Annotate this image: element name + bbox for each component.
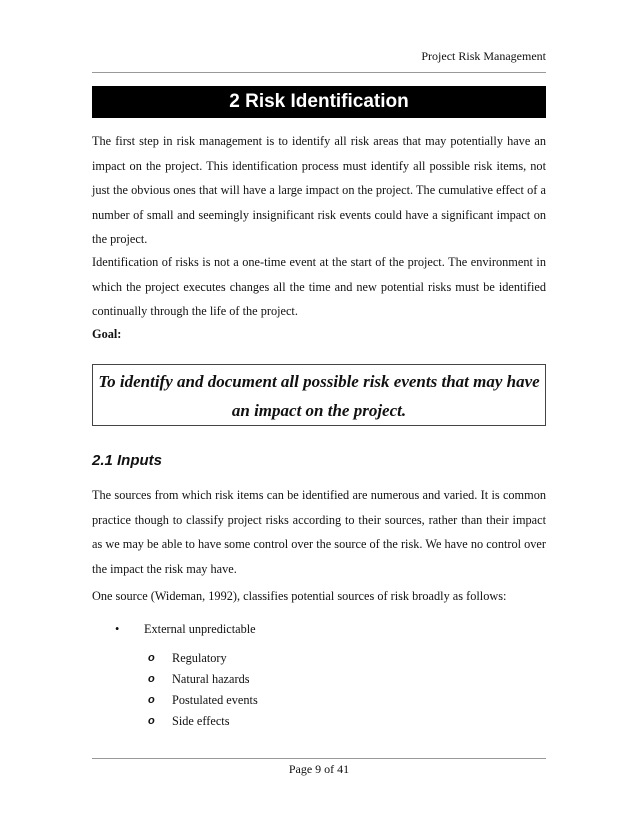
circle-bullet-icon: o bbox=[148, 715, 155, 727]
sub-list-item: o Side effects bbox=[148, 711, 258, 732]
sub-list-item: o Postulated events bbox=[148, 690, 258, 711]
goal-statement-box: To identify and document all possible risk events that may have an impact on the project. bbox=[92, 364, 546, 426]
page-number: Page 9 of 41 bbox=[288, 762, 350, 776]
running-header: Project Risk Management bbox=[421, 49, 546, 63]
intro-paragraph: The first step in risk management is to identify all risk areas that may potentially have an impact on the project. This identification process must identify all possible risk items, not just the obvious ones that will have a large impact on the project. The cumulative effect of a number of small and seemingly insignificant risk events could have a significant impact on the project. bbox=[92, 134, 546, 246]
section-heading-inputs: 2.1 Inputs bbox=[92, 452, 163, 469]
wideman-paragraph: One source (Wideman, 1992), classifies potential sources of risk broadly as follows: bbox=[92, 589, 507, 603]
footer-divider bbox=[92, 758, 546, 759]
bullet-icon: • bbox=[115, 622, 120, 636]
sources-paragraph: The sources from which risk items can be identified are numerous and varied. It is common practice though to classify project risks according to their sources, rather than their impact as we may be able to have some control over the source of the risk. We have no control over the impact the risk may have. bbox=[92, 488, 546, 576]
list-item bbox=[115, 622, 256, 637]
chapter-heading: 2 Risk Identification bbox=[92, 86, 546, 118]
circle-bullet-icon: o bbox=[148, 673, 155, 685]
list-item-label: External unpredictable bbox=[144, 622, 256, 636]
continuity-paragraph: Identification of risks is not a one-time event at the start of the project. The environment in which the project executes changes all the time and new potential risks must be identified continually through the life of the project. bbox=[92, 255, 546, 318]
goal-label: Goal: bbox=[92, 327, 122, 341]
sub-list-item: o Regulatory bbox=[148, 648, 258, 669]
sub-list bbox=[148, 648, 258, 732]
sub-list-item: o Natural hazards bbox=[148, 669, 258, 690]
circle-bullet-icon: o bbox=[148, 694, 155, 706]
circle-bullet-icon: o bbox=[148, 652, 155, 664]
header-divider bbox=[92, 72, 546, 73]
